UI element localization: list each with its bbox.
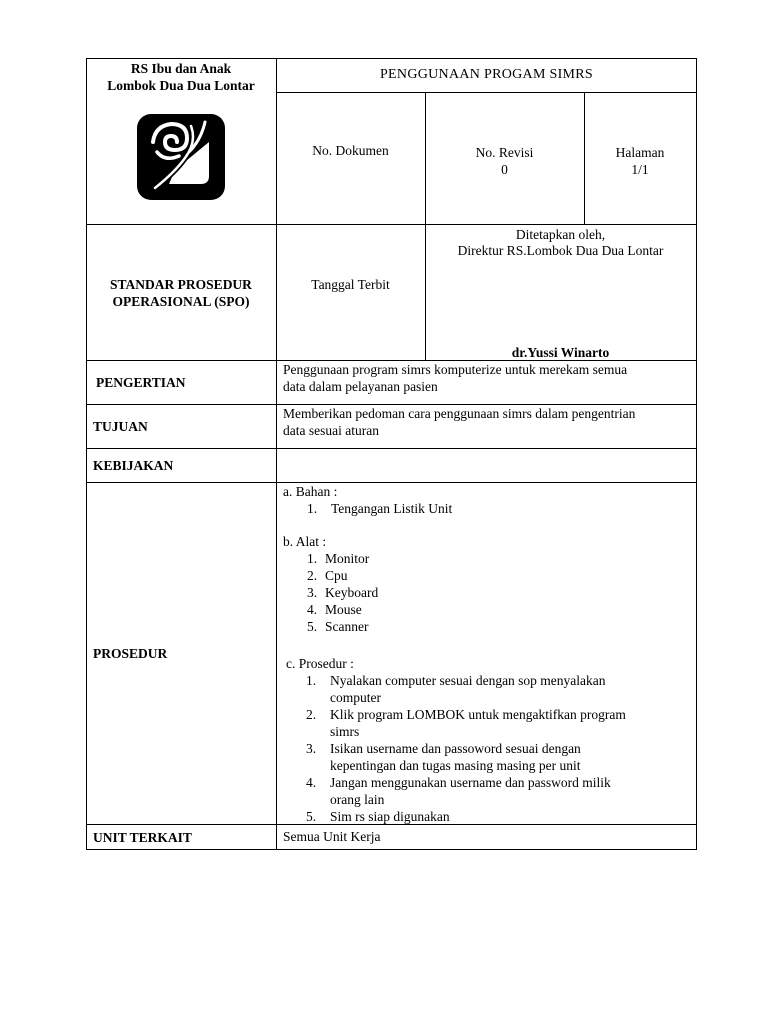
issue-date-label: Tanggal Terbit	[311, 277, 390, 292]
list-item: 4. Mouse	[307, 602, 362, 617]
pengertian-label: PENGERTIAN	[96, 375, 186, 390]
list-item: 2. Cpu	[307, 568, 348, 583]
hospital-name-line1: RS Ibu dan Anak	[130, 61, 232, 76]
doc-number-label: No. Dokumen	[312, 143, 389, 158]
hospital-logo-icon	[135, 112, 227, 202]
unit-terkait-value: Semua Unit Kerja	[283, 829, 381, 844]
bahan-heading: a. Bahan :	[283, 484, 338, 499]
kebijakan-label: KEBIJAKAN	[93, 458, 174, 473]
bahan-list	[307, 500, 687, 517]
row-divider	[86, 224, 697, 225]
approved-by-line2: Direktur RS.Lombok Dua Dua Lontar	[457, 243, 664, 258]
prosedur-heading: c. Prosedur :	[286, 656, 354, 671]
list-item: 4. Jangan menggunakan username dan password milik orang lain	[306, 775, 611, 807]
table-border-left	[86, 58, 87, 850]
row-divider	[276, 92, 697, 93]
revision-value: 0	[501, 162, 508, 177]
prosedur-steps-list	[306, 672, 691, 825]
list-item: 1. Nyalakan computer sesuai dengan sop menyalakan computer	[306, 673, 606, 705]
page-value: 1/1	[631, 162, 649, 177]
alat-heading: b. Alat :	[283, 534, 327, 549]
tujuan-text-line1: Memberikan pedoman cara penggunaan simrs dalam pengentrian	[283, 406, 636, 421]
list-item: 3. Isikan username dan passoword sesuai dengan kepentingan dan tugas masing masing per unit	[306, 741, 581, 773]
document-title: PENGGUNAAN PROGAM SIMRS	[379, 67, 594, 82]
signatory-name: dr.Yussi Winarto	[511, 345, 610, 360]
list-item: 1. Monitor	[307, 551, 370, 566]
spo-label-line2: OPERASIONAL (SPO)	[112, 294, 250, 309]
column-divider	[276, 58, 277, 850]
approved-by-line1: Ditetapkan oleh,	[515, 227, 606, 242]
pengertian-text-line2: data dalam pelayanan pasien	[283, 379, 438, 394]
list-item: 5. Sim rs siap digunakan	[306, 809, 450, 824]
alat-list	[307, 550, 687, 635]
hospital-name-line2: Lombok Dua Dua Lontar	[107, 78, 255, 93]
unit-terkait-label: UNIT TERKAIT	[93, 830, 192, 845]
list-item: 2. Klik program LOMBOK untuk mengaktifkan program simrs	[306, 707, 626, 739]
page-label: Halaman	[615, 145, 665, 160]
tujuan-text-line2: data sesuai aturan	[283, 423, 379, 438]
row-divider	[86, 482, 697, 483]
table-border-right	[696, 58, 697, 850]
list-item: 1. Tengangan Listik Unit	[307, 501, 453, 516]
pengertian-text-line1: Penggunaan program simrs komputerize untuk merekam semua	[283, 362, 628, 377]
table-border-top	[86, 58, 697, 59]
tujuan-label: TUJUAN	[93, 419, 148, 434]
spo-label-line1: STANDAR PROSEDUR	[110, 277, 252, 292]
revision-label: No. Revisi	[475, 145, 534, 160]
list-item: 3. Keyboard	[307, 585, 379, 600]
prosedur-label: PROSEDUR	[93, 646, 168, 661]
table-border-bottom	[86, 849, 697, 850]
row-divider	[86, 448, 697, 449]
list-item: 5. Scanner	[307, 619, 369, 634]
